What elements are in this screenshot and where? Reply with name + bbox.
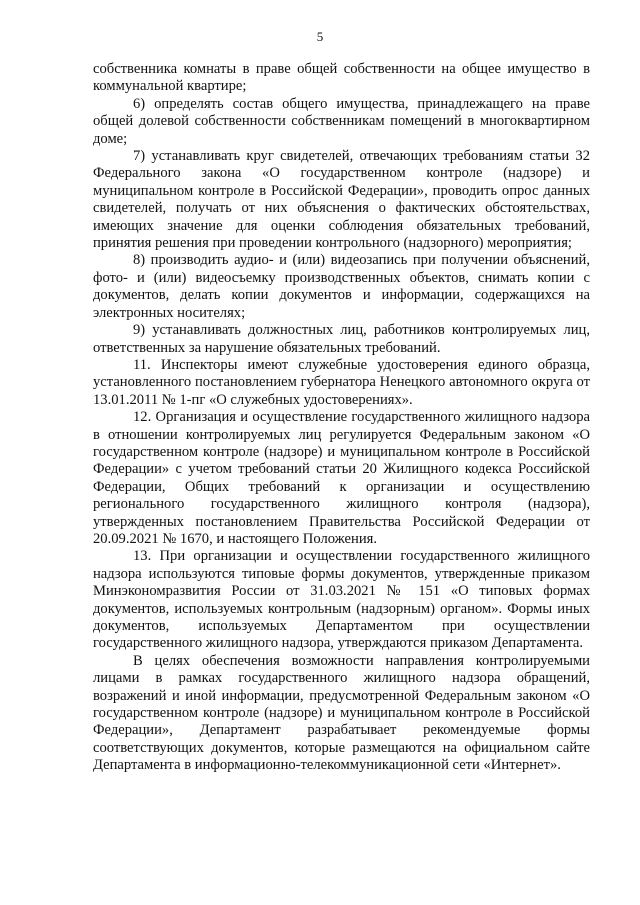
- paragraph-continuation: собственника комнаты в праве общей собственности на общее имущество в коммунальной квартире;: [93, 61, 590, 95]
- paragraph-item-8: 8) производить аудио- и (или) видеозапись при получении объяснений, фото- и (или) видеосъемку производственных объектов, снимать копии с документов, делать копии документов и информации, содержащихся на электронных носителях;: [93, 252, 590, 321]
- paragraph-item-9: 9) устанавливать должностных лиц, работников контролируемых лиц, ответственных за нарушение обязательных требований.: [93, 322, 590, 356]
- paragraph-item-7: 7) устанавливать круг свидетелей, отвечающих требованиям статьи 32 Федерального закона «О государственном контроле (надзоре) и муниципальном контроле в Российской Федерации», проводить опрос данных свидетелей, получать от них объяснения о фактических обстоятельствах, имеющих значение для оценки соблюдения обязательных требований, принятия решения при проведении контрольного (надзорного) мероприятия;: [93, 148, 590, 252]
- document-body: [93, 61, 590, 775]
- page-number: 5: [316, 29, 324, 44]
- paragraph-section-12: 12. Организация и осуществление государственного жилищного надзора в отношении контролируемых лиц регулируется Федеральным законом «О государственном контроле (надзоре) и муниципальном контроле в Российской Федерации» с учетом требований статьи 20 Жилищного кодекса Российской Федерации, Общих требований к организации и осуществлению регионального государственного жилищного контроля (надзора), утвержденных постановлением Правительства Российской Федерации от 20.09.2021 № 1670, и настоящего Положения.: [93, 409, 590, 547]
- paragraph-section-11: 11. Инспекторы имеют служебные удостоверения единого образца, установленного постановлением губернатора Ненецкого автономного округа от 13.01.2011 № 1-пг «О служебных удостоверениях».: [93, 356, 590, 408]
- paragraph-section-13: 13. При организации и осуществлении государственного жилищного надзора используются типовые формы документов, утвержденные приказом Минэкономразвития России от 31.03.2021 № 151 «О типовых формах документов, используемых контрольным (надзорным) органом». Формы иных документов, используемых Департаментом при осуществлении государственного жилищного надзора, утверждаются приказом Департамента.: [93, 548, 590, 652]
- paragraph-feedback-forms: В целях обеспечения возможности направления контролируемыми лицами в рамках государственного жилищного надзора обращений, возражений и иной информации, предусмотренной Федеральным законом «О государственном контроле (надзоре) и муниципальном контроле в Российской Федерации», Департамент разрабатывает рекомендуемые формы соответствующих документов, которые размещаются на официальном сайте Департамента в информационно-телекоммуникационной сети «Интернет».: [93, 652, 590, 774]
- paragraph-item-6: 6) определять состав общего имущества, принадлежащего на праве общей долевой собственности собственникам помещений в многоквартирном доме;: [93, 95, 590, 147]
